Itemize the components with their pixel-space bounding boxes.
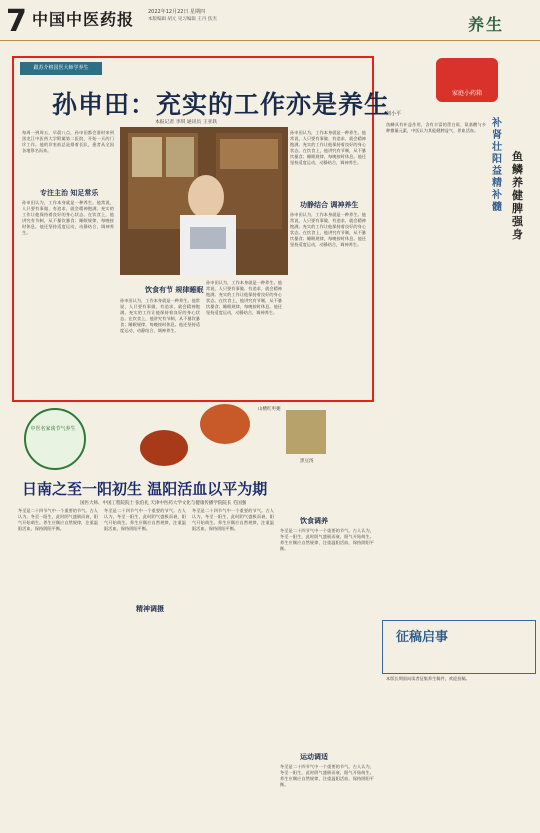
sidebar-author: 刘小平 — [386, 111, 402, 117]
second-subhead-3: 运动调适 — [300, 752, 328, 761]
food-photo-3 — [286, 410, 326, 454]
page-number: 7 — [6, 4, 27, 39]
subhead-1: 专注主治 知足常乐 — [40, 188, 99, 197]
second-subhead-2: 饮食调养 — [300, 516, 328, 525]
subhead-3: 功静结合 调神养生 — [300, 200, 359, 209]
subhead-2: 饮食有节 规律睡眠 — [145, 285, 204, 294]
body-col-2: 孙申田认为，工作本身就是一种养生。他常说，人只要有事做、有追求，就会精神饱满。充实的工作让他保持着良好的身心状态。在饮食上，他讲究有节制，从不暴饮暴食；睡眠规律，每晚按时休息。他还坚持适度运动，动静结合，调神养生。 — [120, 298, 200, 333]
sidebar-body: 鱼鳞具有补益作用，含有丰富的蛋白质、氨基酸与多种微量元素，中医认为其能健脾益气、养血活血。 — [386, 122, 486, 133]
main-byline: 本报记者 李琪 通讯员 王亚轶 — [155, 120, 218, 125]
column-badge-text: 中医名家谈节气养生 — [30, 426, 76, 432]
sidebar-small-title: 鱼鳞养 健脾强身 — [512, 150, 523, 241]
second-col-2: 冬至是二十四节气中一个重要的节气。古人认为，冬至一阳生，此时阴气盛极而衰，阳气开始萌生。养生应顺应自然规律，注重温阳活血，保持阴阳平衡。 — [104, 508, 186, 531]
second-byline: 国医大师、中国工程院院士 张伯礼 天津中医药大学文化与健康传播学院院长 毛国强 — [80, 501, 247, 506]
section-title: 养生 — [468, 15, 505, 34]
body-col-1: 孙申田认为，工作本身就是一种养生。他常说，人只要有事做、有追求，就会精神饱满。充实的工作让他保持着良好的身心状态。在饮食上，他讲究有节制，从不暴饮暴食；睡眠规律，每晚按时休息。他还坚持适度运动，动静结合，调神养生。 — [22, 200, 114, 235]
column-tag: 跟苏介格国医大师学养生 — [20, 62, 102, 75]
second-headline: 日南之至一阳初生 温阳活血以平为期 — [22, 480, 268, 498]
food-photo-2 — [140, 430, 188, 466]
second-col-4a: 冬至是二十四节气中一个重要的节气。古人认为，冬至一阳生，此时阴气盛极而衰，阳气开始萌生。养生应顺应自然规律，注重温阳活血，保持阴阳平衡。 — [280, 528, 374, 551]
date-line: 2022年12月22日 星期四 — [148, 9, 206, 15]
newspaper-header — [0, 0, 540, 41]
main-headline: 孙申田：充实的工作亦是养生 — [52, 90, 391, 119]
second-col-1: 冬至是二十四节气中一个重要的节气。古人认为，冬至一阳生，此时阴气盛极而衰，阳气开始萌生。养生应顺应自然规律，注重温阳活血，保持阴阳平衡。 — [18, 508, 98, 531]
body-col-3: 孙申田认为，工作本身就是一种养生。他常说，人只要有事做、有追求，就会精神饱满。充实的工作让他保持着良好的身心状态。在饮食上，他讲究有节制，从不暴饮暴食；睡眠规律，每晚按时休息。他还坚持适度运动，动静结合，调神养生。 — [206, 280, 282, 315]
call-for-papers-title: 征稿启事 — [396, 630, 449, 645]
editor-line: 本版编辑 胡元 见习编辑 王丹 焦杰 — [148, 17, 217, 22]
second-col-3: 冬至是二十四节气中一个重要的节气。古人认为，冬至一阳生，此时阴气盛极而衰，阳气开始萌生。养生应顺应自然规律，注重温阳活血，保持阴阳平衡。 — [192, 508, 274, 531]
paper-name: 中国中医药报 — [32, 10, 135, 29]
body-col-4b: 孙申田认为，工作本身就是一种养生。他常说，人只要有事做、有追求，就会精神饱满。充实的工作让他保持着良好的身心状态。在饮食上，他讲究有节制，从不暴饮暴食；睡眠规律，每晚按时休息。他还坚持适度运动，动静结合，调神养生。 — [290, 212, 366, 247]
photo-label-1: 山楂红枣粥 — [258, 407, 281, 412]
second-subhead-1: 精神调摄 — [136, 604, 164, 613]
call-for-papers-text: 本版长期面向读者征集养生稿件，欢迎投稿。 — [386, 676, 470, 681]
column-badge — [24, 408, 86, 470]
photo-label-2: 黑豆汤 — [300, 459, 314, 464]
sidebar-title-vertical: 补肾壮阳 益精补髓 — [492, 118, 502, 213]
portrait-photo — [120, 127, 288, 275]
lead-paragraph: 每周一到周五，早晨八点，孙申田都会准时来到黑龙江中医药大学附属第二医院，开始一天的门诊工作。他的诊室前总是排着长队，患者从全国各地慕名而来。 — [22, 130, 114, 153]
body-col-4a: 孙申田认为，工作本身就是一种养生。他常说，人只要有事做、有追求，就会精神饱满。充实的工作让他保持着良好的身心状态。在饮食上，他讲究有节制，从不暴饮暴食；睡眠规律，每晚按时休息。他还坚持适度运动，动静结合，调神养生。 — [290, 130, 366, 165]
stamp-label: 家庭小药箱 — [451, 90, 482, 97]
sidebar-stamp — [436, 58, 498, 102]
second-col-4b: 冬至是二十四节气中一个重要的节气。古人认为，冬至一阳生，此时阴气盛极而衰，阳气开始萌生。养生应顺应自然规律，注重温阳活血，保持阴阳平衡。 — [280, 764, 374, 787]
food-photo-1 — [200, 404, 250, 444]
